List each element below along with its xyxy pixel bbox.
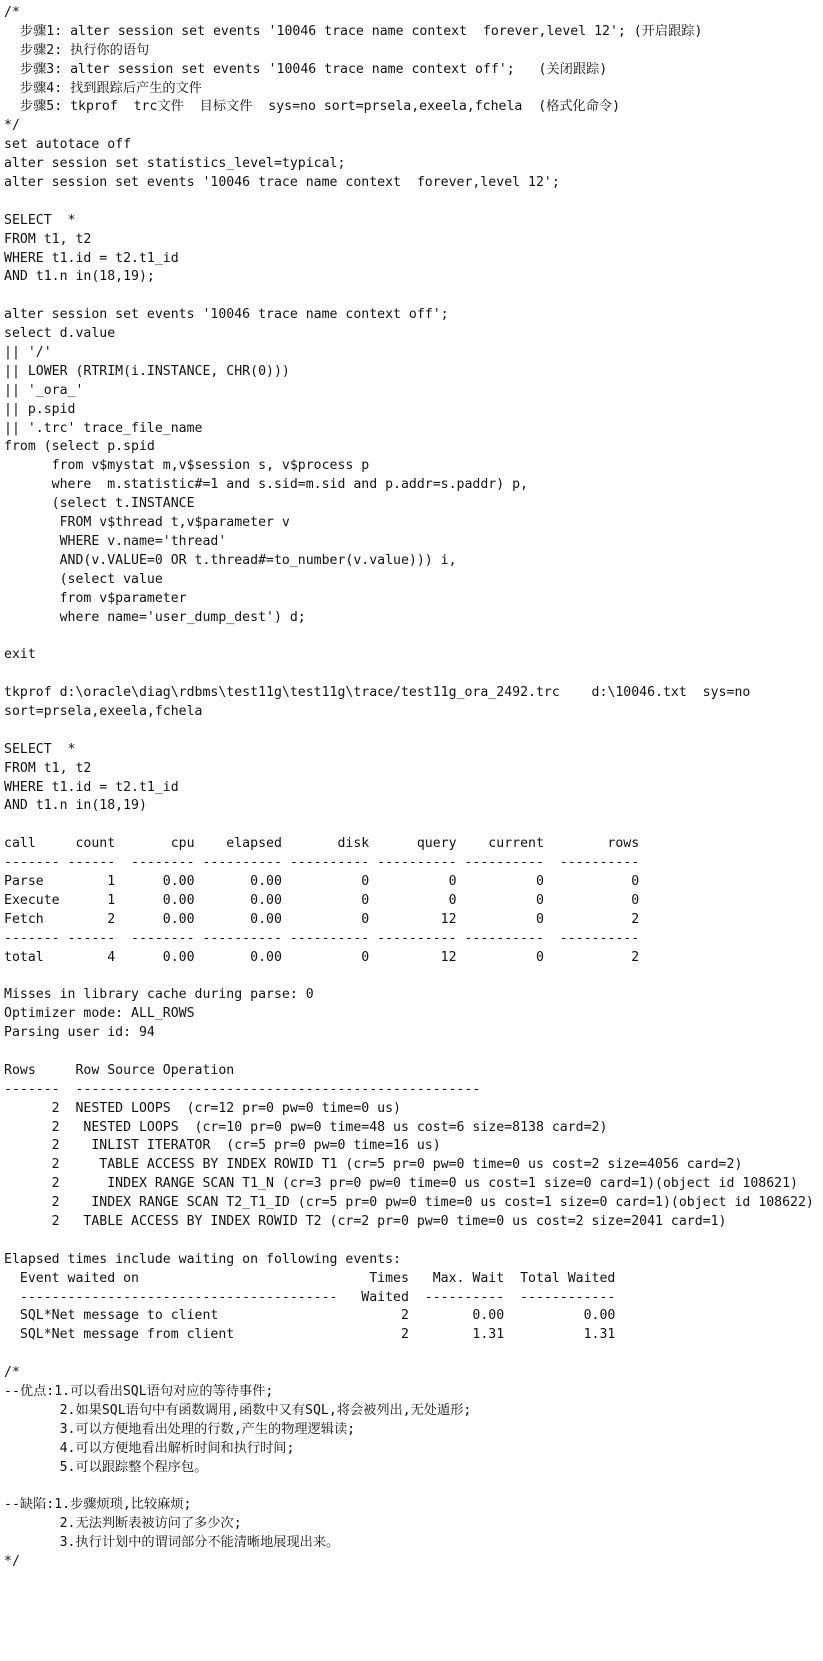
text-line: from v$parameter — [4, 590, 187, 606]
text-line: sort=prsela,exeela,fchela — [4, 703, 203, 719]
text-line: from (select p.spid — [4, 439, 155, 455]
text-line: Misses in library cache during parse: 0 — [4, 987, 314, 1003]
text-line: (select value — [4, 571, 163, 587]
text-line — [4, 287, 819, 306]
text-line: || '.trc' trace_file_name — [4, 420, 203, 436]
text-line: AND t1.n in(18,19); — [4, 269, 155, 285]
text-line: WHERE t1.id = t2.t1_id — [4, 250, 179, 266]
text-line: || '/' — [4, 345, 52, 361]
text-line — [4, 193, 819, 212]
text-line: where m.statistic#=1 and s.sid=m.sid and p.addr=s.paddr) p, — [4, 477, 529, 493]
text-line — [4, 665, 819, 684]
text-line: where name='user_dump_dest') d; — [4, 609, 306, 625]
text-line: alter session set events '10046 trace name context off'; — [4, 307, 449, 323]
text-line: Optimizer mode: ALL_ROWS — [4, 1006, 195, 1022]
text-line: 步骤2: 执行你的语句 — [4, 42, 150, 58]
text-line: Execute 1 0.00 0.00 0 0 0 0 — [4, 892, 640, 908]
text-line — [4, 1477, 819, 1496]
text-line: ------- --------------------------------------------------- — [4, 1081, 481, 1097]
text-line: 2.如果SQL语句中有函数调用,函数中又有SQL,将会被列出,无处遁形; — [4, 1402, 472, 1418]
text-line: SQL*Net message to client 2 0.00 0.00 — [4, 1308, 616, 1324]
text-line — [4, 722, 819, 741]
text-line: Parse 1 0.00 0.00 0 0 0 0 — [4, 873, 640, 889]
text-line: AND t1.n in(18,19) — [4, 798, 147, 814]
text-line — [4, 816, 819, 835]
text-line: Event waited on Times Max. Wait Total Waited — [4, 1270, 616, 1286]
text-line: || p.spid — [4, 401, 76, 417]
text-line: 2 NESTED LOOPS (cr=12 pr=0 pw=0 time=0 us) — [4, 1100, 401, 1116]
text-line: 5.可以跟踪整个程序包。 — [4, 1459, 208, 1475]
text-line: FROM v$thread t,v$parameter v — [4, 515, 290, 531]
text-line: 2 INLIST ITERATOR (cr=5 pr=0 pw=0 time=16 us) — [4, 1138, 441, 1154]
text-line: */ — [4, 1554, 20, 1570]
text-line: AND(v.VALUE=0 OR t.thread#=to_number(v.value))) i, — [4, 552, 457, 568]
text-line — [4, 1043, 819, 1062]
text-line: Rows Row Source Operation — [4, 1062, 235, 1078]
text-line: alter session set statistics_level=typical; — [4, 156, 346, 172]
text-line: 2 INDEX RANGE SCAN T2_T1_ID (cr=5 pr=0 pw=0 time=0 us cost=1 size=0 card=1)(object id 108622) — [4, 1195, 814, 1211]
text-line — [4, 1345, 819, 1364]
text-line: 步骤4: 找到跟踪后产生的文件 — [4, 80, 202, 96]
text-line: --优点:1.可以看出SQL语句对应的等待事件; — [4, 1384, 274, 1400]
text-line: call count cpu elapsed disk query current rows — [4, 836, 640, 852]
text-line: FROM t1, t2 — [4, 231, 92, 247]
text-line: set autotace off — [4, 137, 132, 153]
text-line: exit — [4, 647, 36, 663]
text-line: from v$mystat m,v$session s, v$process p — [4, 458, 370, 474]
text-line: ---------------------------------------- Waited ---------- ------------ — [4, 1289, 616, 1305]
document-text — [4, 4, 819, 1572]
text-line: 2 TABLE ACCESS BY INDEX ROWID T2 (cr=2 pr=0 pw=0 time=0 us cost=2 size=2041 card=1) — [4, 1214, 727, 1229]
text-line: total 4 0.00 0.00 0 12 0 2 — [4, 949, 640, 965]
text-line: 3.执行计划中的谓词部分不能清晰地展现出来。 — [4, 1535, 340, 1551]
text-line — [4, 967, 819, 986]
text-line: Parsing user id: 94 — [4, 1025, 155, 1041]
text-line: alter session set events '10046 trace name context forever,level 12'; — [4, 175, 560, 191]
text-line: tkprof d:\oracle\diag\rdbms\test11g\test11g\trace/test11g_ora_2492.trc d:\10046.txt sys=no — [4, 685, 751, 701]
text-line: 3.可以方便地看出处理的行数,产生的物理逻辑读; — [4, 1421, 356, 1437]
text-line: SQL*Net message from client 2 1.31 1.31 — [4, 1327, 616, 1343]
text-line: ------- ------ -------- ---------- ---------- ---------- ---------- ---------- — [4, 855, 640, 871]
text-line: */ — [4, 118, 20, 134]
text-line: 2 INDEX RANGE SCAN T1_N (cr=3 pr=0 pw=0 time=0 us cost=1 size=0 card=1)(object id 108621) — [4, 1176, 798, 1192]
text-line — [4, 1232, 819, 1251]
text-line: select d.value — [4, 326, 116, 342]
text-line: 步骤1: alter session set events '10046 trace name context forever,level 12'; (开启跟踪) — [4, 23, 703, 39]
text-line: /* — [4, 1365, 20, 1381]
text-line: || LOWER (RTRIM(i.INSTANCE, CHR(0))) — [4, 363, 290, 379]
text-line: SELECT * — [4, 212, 76, 228]
text-line: SELECT * — [4, 741, 76, 757]
text-line: 2 TABLE ACCESS BY INDEX ROWID T1 (cr=5 pr=0 pw=0 time=0 us cost=2 size=4056 card=2) — [4, 1157, 743, 1173]
text-line: /* — [4, 5, 20, 20]
text-line: ------- ------ -------- ---------- ---------- ---------- ---------- ---------- — [4, 930, 640, 946]
text-line: WHERE t1.id = t2.t1_id — [4, 779, 179, 795]
text-line: (select t.INSTANCE — [4, 496, 195, 512]
text-line: FROM t1, t2 — [4, 760, 92, 776]
text-line: WHERE v.name='thread' — [4, 533, 227, 549]
text-line: 步骤3: alter session set events '10046 trace name context off'; (关闭跟踪) — [4, 61, 608, 77]
text-line: --缺陷:1.步骤烦琐,比较麻烦; — [4, 1497, 192, 1513]
text-line: Fetch 2 0.00 0.00 0 12 0 2 — [4, 911, 640, 927]
text-line: 2 NESTED LOOPS (cr=10 pr=0 pw=0 time=48 us cost=6 size=8138 card=2) — [4, 1119, 608, 1135]
text-line: 步骤5: tkprof trc文件 目标文件 sys=no sort=prsela,exeela,fchela (格式化命令) — [4, 99, 621, 115]
text-line: 2.无法判断表被访问了多少次; — [4, 1516, 242, 1532]
text-line — [4, 627, 819, 646]
text-line: || '_ora_' — [4, 382, 84, 398]
text-line: 4.可以方便地看出解析时间和执行时间; — [4, 1440, 295, 1456]
text-line: Elapsed times include waiting on following events: — [4, 1251, 401, 1267]
